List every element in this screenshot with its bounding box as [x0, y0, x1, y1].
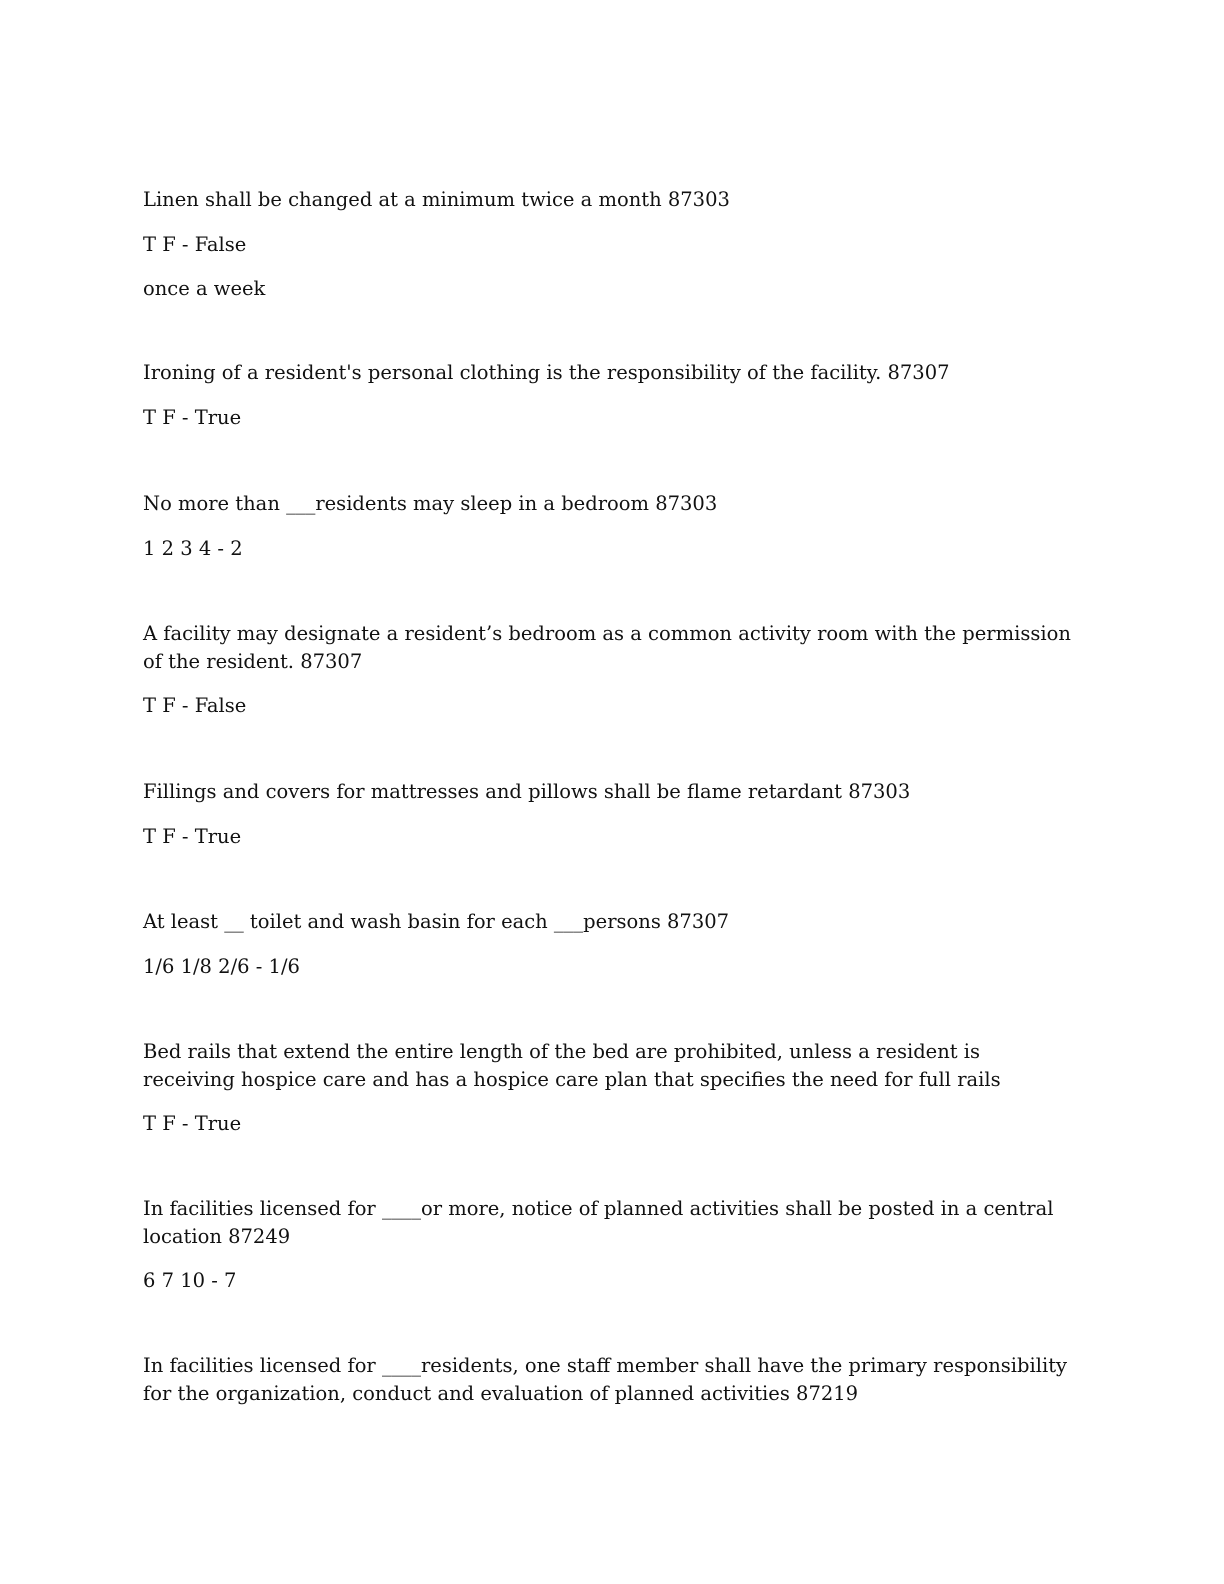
answer-text: 1 2 3 4 - 2	[143, 536, 243, 560]
answer-text: T F - True	[143, 1112, 242, 1135]
answer-text: 1/6 1/8 2/6 - 1/6	[143, 954, 300, 978]
question-text: No more than ___residents may sleep in a bedroom 87303	[143, 492, 718, 515]
question-block	[143, 778, 910, 850]
question-block	[143, 359, 950, 431]
question-text: A facility may designate a resident’s bedroom as a common activity room with the permission of the resident. 87307	[143, 622, 1071, 673]
question-text: Fillings and covers for mattresses and pillows shall be flame retardant 87303	[143, 780, 911, 803]
question-block	[143, 186, 730, 303]
question-block	[143, 490, 717, 562]
answer-text: T F - False	[143, 232, 247, 256]
question-text: In facilities licensed for ____or more, notice of planned activities shall be posted in a central location 87249	[143, 1197, 1054, 1248]
question-text: Bed rails that extend the entire length of the bed are prohibited, unless a resident is receiving hospice care and has a hospice care plan that specifies the need for full rails	[143, 1040, 1001, 1091]
question-text: Linen shall be changed at a minimum twice a month 87303	[143, 188, 730, 211]
question-block	[143, 1195, 1078, 1295]
question-text: Ironing of a resident's personal clothing is the responsibility of the facility. 87307	[143, 361, 950, 384]
question-block	[143, 908, 729, 980]
answer-text: T F - False	[143, 694, 247, 717]
answer-text: T F - True	[143, 824, 242, 848]
answer-note: once a week	[143, 277, 266, 300]
question-block	[143, 1352, 1078, 1407]
answer-text: 6 7 10 - 7	[143, 1269, 237, 1292]
question-block	[143, 620, 1078, 720]
answer-text: T F - True	[143, 405, 242, 429]
question-text: In facilities licensed for ____residents, one staff member shall have the primary responsibility for the organization, conduct and evaluation of planned activities 87219	[143, 1354, 1068, 1405]
question-text: At least __ toilet and wash basin for each ___persons 87307	[143, 910, 730, 933]
question-block	[143, 1038, 1023, 1138]
